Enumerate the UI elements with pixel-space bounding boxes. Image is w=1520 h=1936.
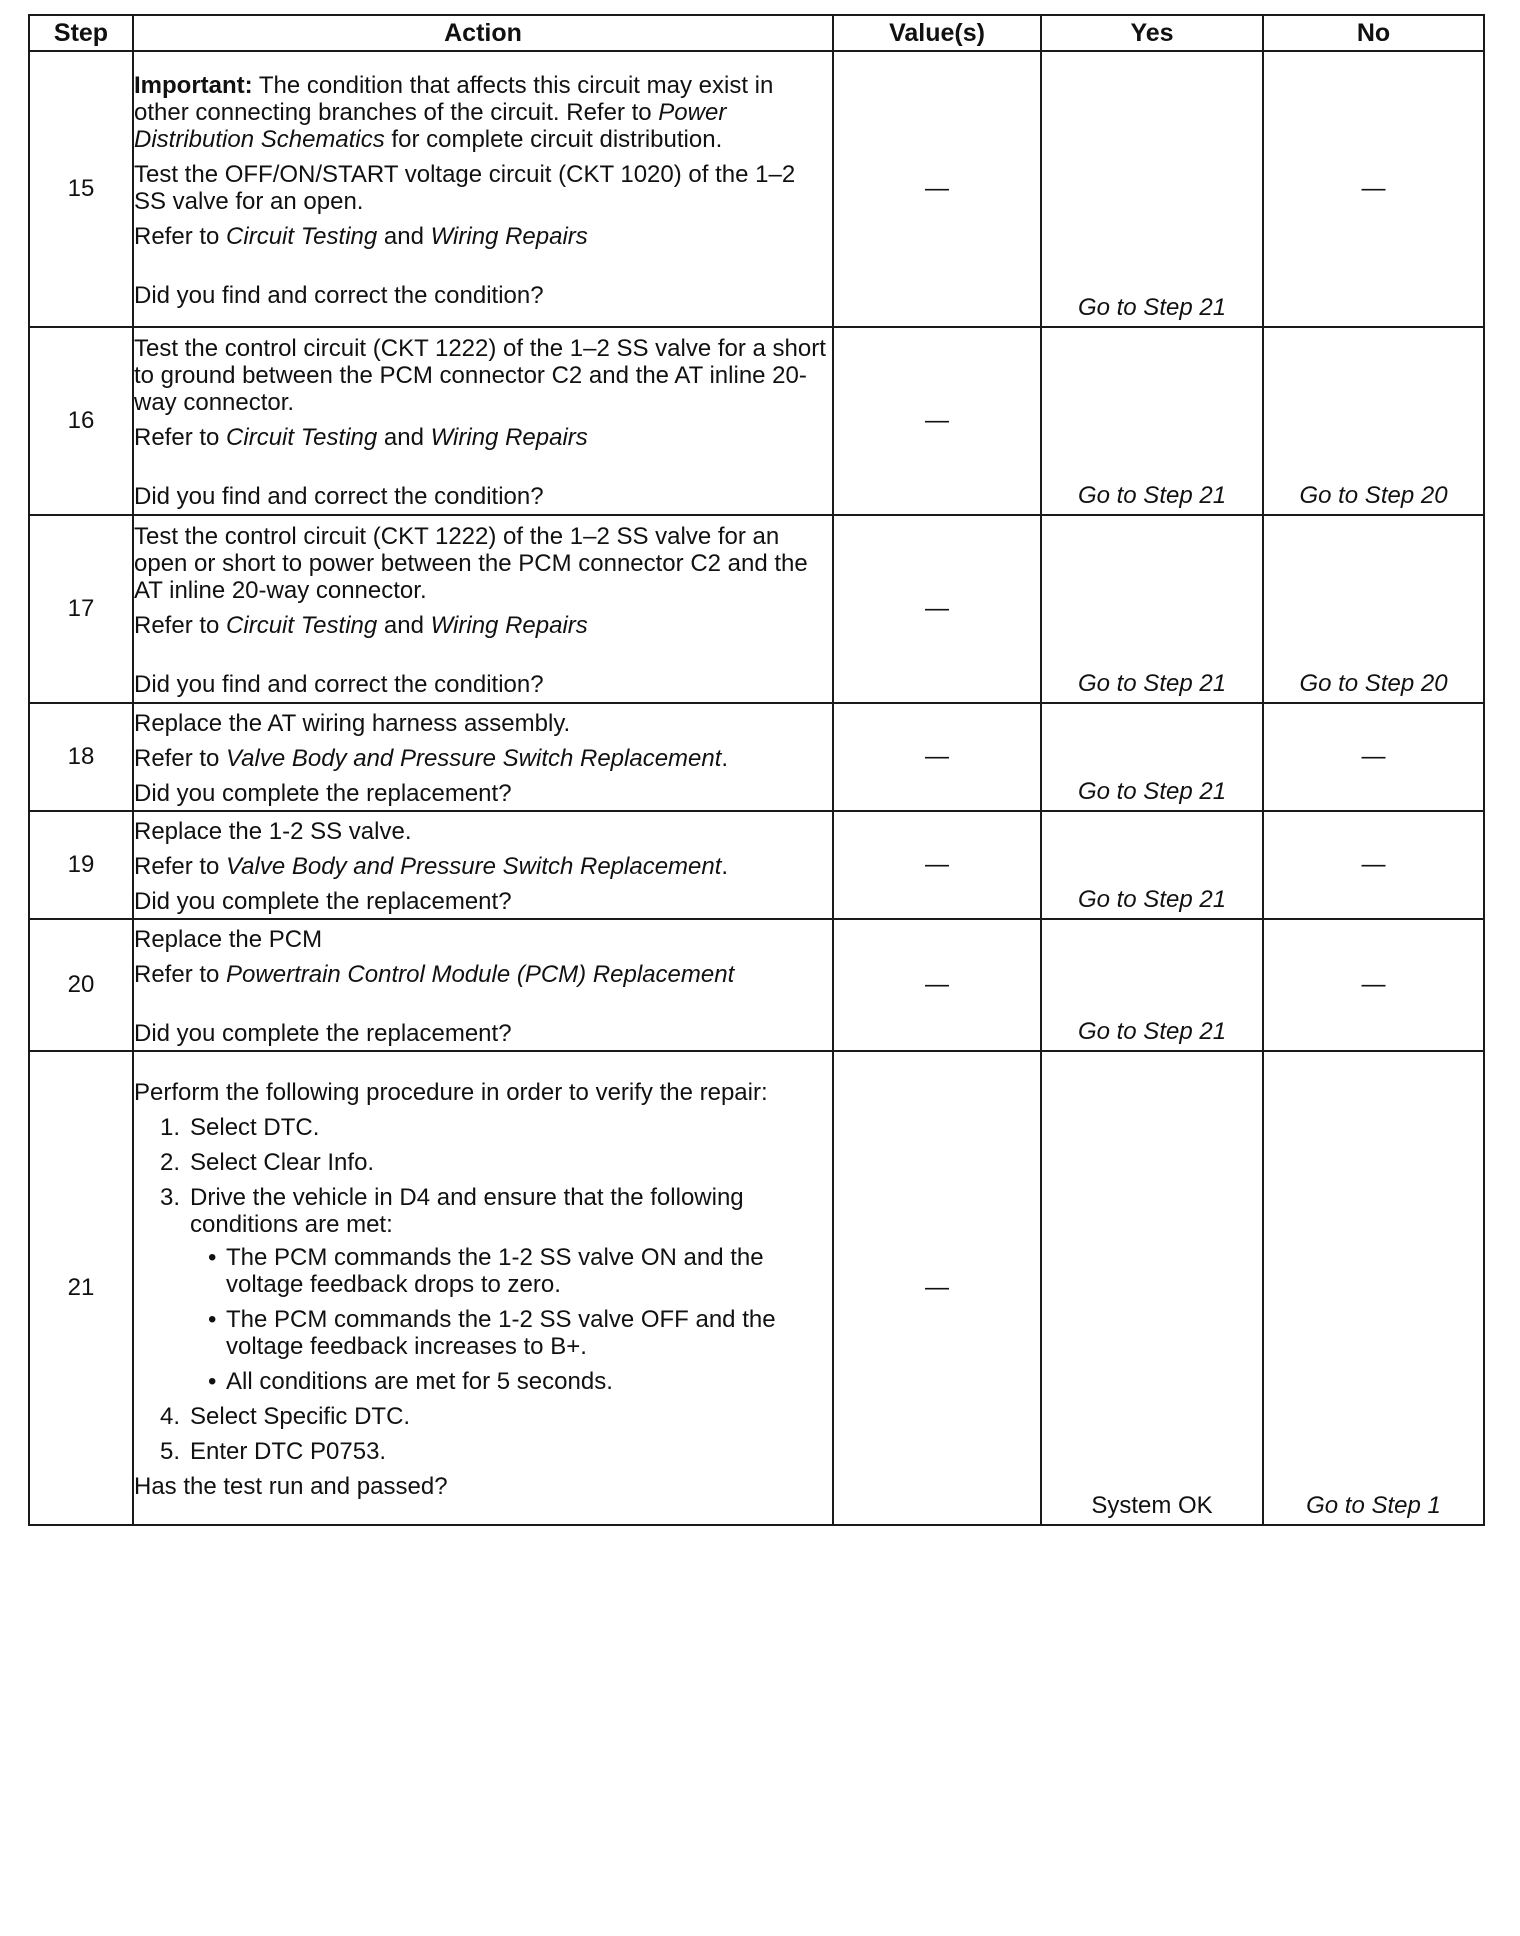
value-cell: — [833,811,1041,919]
refer-and: and [377,611,431,639]
list-item: 3. Drive the vehicle in D4 and ensure that the following conditions are met: • The PCM commands the 1-2 SS valve ON and the voltage feedback drops to zero. • The PCM commands the 1-2 SS valve OFF and the voltage feedback increases to B+. • All conditions are met for 5 seconds. [134,1184,832,1395]
condition-text: All conditions are met for 5 seconds. [226,1367,613,1395]
list-item: 5. Enter DTC P0753. [160,1437,387,1465]
yes-cell [1041,703,1263,811]
header-action: Action [133,15,833,51]
refer-prefix: Refer to [134,222,227,250]
replace-instruction: Replace the AT wiring harness assembly. [134,709,571,737]
step-text: Select Specific DTC. [190,1402,411,1430]
value-cell: — [833,327,1041,515]
step-number: 20 [29,919,133,1051]
action-cell [133,51,833,327]
important-label: Important: [134,71,253,99]
no-cell [1263,703,1484,811]
diagnostic-steps-table [28,14,1485,1526]
step-number: 17 [29,515,133,703]
refer-prefix: Refer to [134,852,227,880]
list-item: • The PCM commands the 1-2 SS valve ON and the voltage feedback drops to zero. [208,1243,764,1298]
step-text: Enter DTC P0753. [190,1437,387,1465]
no-cell [1263,327,1484,515]
question: Has the test run and passed? [134,1472,448,1500]
step-number: 15 [29,51,133,327]
yes-result: Go to Step 21 [1077,778,1227,805]
test-instruction: Test the control circuit (CKT 1222) of the 1–2 SS valve for an open or short to power between the PCM connector C2 and the AT inline 20-way connector. [134,522,808,604]
circuit-testing-link: Circuit Testing [226,423,378,451]
step-text: Select Clear Info. [190,1148,375,1176]
refer-and: and [377,222,431,250]
condition-text: The PCM commands the 1-2 SS valve OFF and the voltage feedback increases to B+. [226,1305,776,1360]
wiring-repairs-link: Wiring Repairs [430,611,588,639]
action-cell [133,515,833,703]
refer-line [134,853,832,880]
refer-and: and [377,423,431,451]
no-result: — [1361,175,1386,202]
yes-result: Go to Step 21 [1077,886,1227,913]
refer-prefix: Refer to [134,744,227,772]
action-cell [133,811,833,919]
header-yes: Yes [1041,15,1263,51]
circuit-testing-link: Circuit Testing [226,222,378,250]
no-cell [1263,811,1484,919]
circuit-testing-link: Circuit Testing [226,611,378,639]
no-cell [1263,515,1484,703]
table-row-step-18 [29,703,1484,811]
refer-suffix: . [721,744,729,772]
table-row-step-17 [29,515,1484,703]
question: Did you complete the replacement? [134,887,512,915]
header-step: Step [29,15,133,51]
step-text: Select DTC. [190,1113,320,1141]
valve-body-replacement-link: Valve Body and Pressure Switch Replacement [226,852,722,880]
yes-result: Go to Step 21 [1077,1018,1227,1045]
power-distribution-link: Power Distribution Schematics [134,98,727,153]
refer-line [134,223,832,250]
refer-line [134,424,832,451]
question: Did you complete the replacement? [134,779,512,807]
refer-suffix: . [721,852,729,880]
table-row-step-16 [29,327,1484,515]
yes-result: Go to Step 21 [1077,670,1227,697]
list-item: • The PCM commands the 1-2 SS valve OFF and the voltage feedback increases to B+. [208,1305,776,1360]
no-cell [1263,1051,1484,1525]
action-cell [133,1051,833,1525]
no-result: — [1361,971,1386,998]
valve-body-replacement-link: Valve Body and Pressure Switch Replacement [226,744,722,772]
replace-instruction: Replace the 1-2 SS valve. [134,817,412,845]
table-row-step-19 [29,811,1484,919]
yes-result: Go to Step 21 [1077,482,1227,509]
condition-text: The PCM commands the 1-2 SS valve ON and the voltage feedback drops to zero. [226,1243,764,1298]
table-header-row [29,15,1484,51]
step-number: 19 [29,811,133,919]
no-result: — [1361,851,1386,878]
header-values: Value(s) [833,15,1041,51]
list-item: • All conditions are met for 5 seconds. [208,1367,613,1395]
refer-line [134,961,832,988]
table-row-step-20 [29,919,1484,1051]
wiring-repairs-link: Wiring Repairs [430,222,588,250]
procedure-list [134,1114,832,1465]
pcm-replacement-link: Powertrain Control Module (PCM) Replacement [226,960,735,988]
step-number: 18 [29,703,133,811]
no-result: Go to Step 20 [1299,670,1448,697]
yes-cell [1041,1051,1263,1525]
yes-result: Go to Step 21 [1077,294,1227,321]
important-text-end: for complete circuit distribution. [384,125,723,153]
value-cell: — [833,51,1041,327]
question: Did you complete the replacement? [134,1019,512,1047]
table-row-step-21 [29,1051,1484,1525]
no-result: Go to Step 1 [1306,1492,1441,1519]
no-cell [1263,51,1484,327]
yes-result: System OK [1091,1492,1213,1519]
procedure-intro: Perform the following procedure in order to verify the repair: [134,1078,768,1106]
important-note [134,72,832,153]
value-cell: — [833,515,1041,703]
test-instruction: Test the OFF/ON/START voltage circuit (CKT 1020) of the 1–2 SS valve for an open. [134,160,796,215]
test-instruction: Test the control circuit (CKT 1222) of the 1–2 SS valve for a short to ground between the PCM connector C2 and the AT inline 20-way connector. [134,334,826,416]
question: Did you find and correct the condition? [134,482,544,510]
conditions-list [190,1244,832,1395]
replace-instruction: Replace the PCM [134,925,323,953]
action-cell [133,327,833,515]
refer-line [134,612,832,639]
value-cell: — [833,703,1041,811]
refer-prefix: Refer to [134,960,227,988]
wiring-repairs-link: Wiring Repairs [430,423,588,451]
step-number: 21 [29,1051,133,1525]
value-cell: — [833,919,1041,1051]
refer-prefix: Refer to [134,423,227,451]
header-no: No [1263,15,1484,51]
yes-cell [1041,919,1263,1051]
value-cell: — [833,1051,1041,1525]
diagnostic-table-page [28,14,1483,1526]
yes-cell [1041,515,1263,703]
no-result: — [1361,743,1386,770]
question: Did you find and correct the condition? [134,670,544,698]
table-row-step-15 [29,51,1484,327]
list-item: 4. Select Specific DTC. [160,1402,411,1430]
refer-line [134,745,832,772]
list-item: 1. Select DTC. [160,1113,320,1141]
yes-cell [1041,327,1263,515]
yes-cell [1041,51,1263,327]
action-cell [133,919,833,1051]
step-text: Drive the vehicle in D4 and ensure that the following conditions are met: [190,1183,744,1238]
no-result: Go to Step 20 [1299,482,1448,509]
step-number: 16 [29,327,133,515]
question: Did you find and correct the condition? [134,281,544,309]
refer-prefix: Refer to [134,611,227,639]
yes-cell [1041,811,1263,919]
list-item: 2. Select Clear Info. [160,1148,375,1176]
action-cell [133,703,833,811]
important-text: The condition that affects this circuit may exist in other connecting branches of the circuit. Refer to [134,71,774,126]
no-cell [1263,919,1484,1051]
